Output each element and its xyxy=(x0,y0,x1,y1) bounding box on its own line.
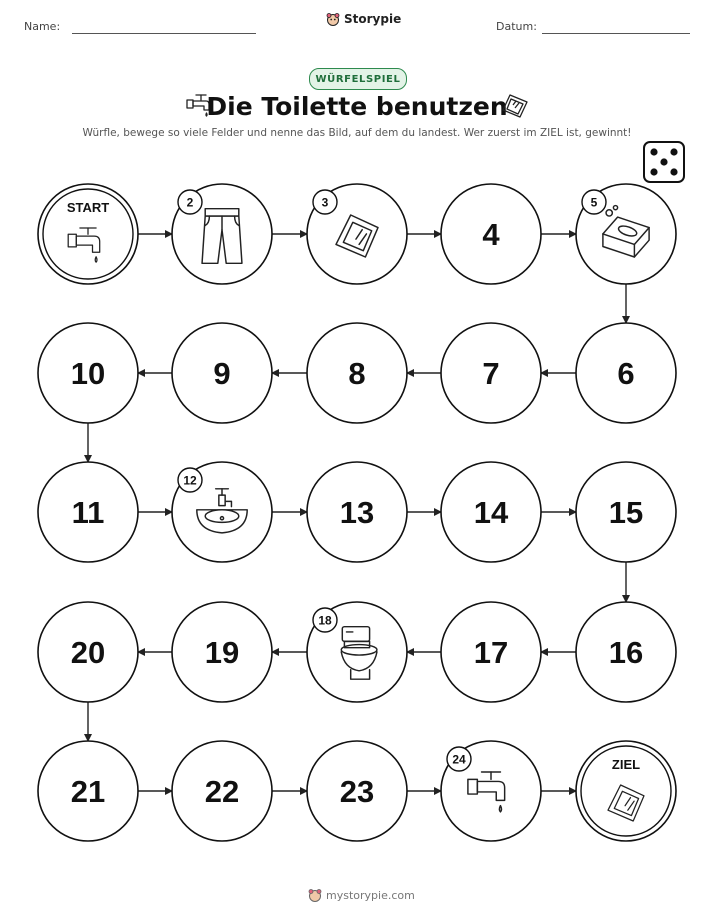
space-label: ZIEL xyxy=(611,757,641,772)
space-number: 17 xyxy=(473,635,509,670)
space-24 xyxy=(441,741,541,841)
space-number: 18 xyxy=(318,613,332,628)
space-number: 21 xyxy=(70,774,106,809)
space-5 xyxy=(576,184,676,284)
space-10 xyxy=(38,323,138,423)
space-number: 16 xyxy=(608,635,644,670)
footer xyxy=(308,888,415,902)
space-16 xyxy=(576,602,676,702)
instructions: Würfle, bewege so viele Felder und nenne das Bild, auf dem du landest. Wer zuerst im ZIEL ist, gewinnt! xyxy=(82,127,632,139)
space-4 xyxy=(441,184,541,284)
space-number: 10 xyxy=(70,356,106,391)
footer-url[interactable]: mystorypie.com xyxy=(326,888,415,902)
space-14 xyxy=(441,462,541,562)
space-22 xyxy=(172,741,272,841)
space-23 xyxy=(307,741,407,841)
name-label: Name: xyxy=(24,20,61,33)
space-number: 8 xyxy=(348,356,366,391)
space-11 xyxy=(38,462,138,562)
space-number: 2 xyxy=(186,195,194,210)
space-number: 7 xyxy=(482,356,500,391)
space-number: 23 xyxy=(339,774,375,809)
space-number: 4 xyxy=(482,217,500,252)
space-number: 15 xyxy=(608,495,644,530)
space-17 xyxy=(441,602,541,702)
space-number: 12 xyxy=(183,473,197,488)
space-15 xyxy=(576,462,676,562)
space-13 xyxy=(307,462,407,562)
storypie-logo-icon xyxy=(308,888,322,902)
space-21 xyxy=(38,741,138,841)
space-number: 13 xyxy=(339,495,375,530)
space-9 xyxy=(172,323,272,423)
space-number: 3 xyxy=(321,195,329,210)
space-18 xyxy=(307,602,407,702)
space-6 xyxy=(576,323,676,423)
date-label: Datum: xyxy=(496,20,537,33)
space-19 xyxy=(172,602,272,702)
space-number: 14 xyxy=(473,495,509,530)
space-number: 11 xyxy=(71,495,105,530)
space-number: 20 xyxy=(70,635,106,670)
space-number: 22 xyxy=(204,774,240,809)
space-number: 5 xyxy=(590,195,598,210)
space-number: 6 xyxy=(617,356,635,391)
space-12 xyxy=(172,462,272,562)
game-type-badge: WÜRFELSPIEL xyxy=(309,68,407,90)
space-ziel xyxy=(576,741,676,841)
space-8 xyxy=(307,323,407,423)
space-number: 9 xyxy=(213,356,231,391)
page-title: Die Toilette benutzen xyxy=(206,92,508,121)
space-3 xyxy=(307,184,407,284)
brand-name: Storypie xyxy=(344,12,402,26)
space-number: 19 xyxy=(204,635,240,670)
space-20 xyxy=(38,602,138,702)
space-label: START xyxy=(66,200,110,215)
space-number: 24 xyxy=(452,752,466,767)
space-7 xyxy=(441,323,541,423)
